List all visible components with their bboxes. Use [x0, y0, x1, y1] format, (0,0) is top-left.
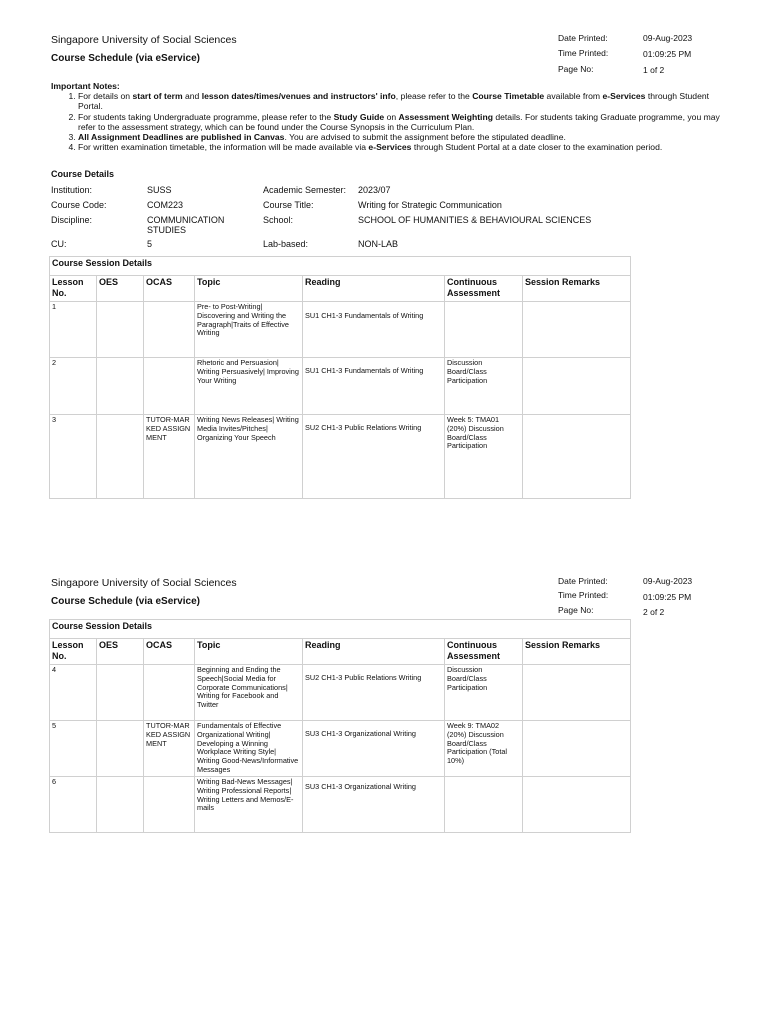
col-header-assessment: Continuous Assessment	[445, 276, 523, 302]
time-printed-label: Time Printed:	[558, 590, 609, 600]
assessment-cell	[445, 302, 523, 358]
course-code-label: Course Code:	[51, 200, 107, 210]
oes-cell	[97, 415, 144, 499]
lesson-no: 5	[50, 721, 97, 777]
col-header-ocas: OCAS	[144, 639, 195, 665]
page-number-label: Page No:	[558, 64, 594, 74]
col-header-reading: Reading	[303, 639, 445, 665]
page-number-value: 2 of 2	[643, 607, 665, 617]
table-row	[50, 302, 631, 358]
col-header-oes: OES	[97, 639, 144, 665]
col-header-topic: Topic	[195, 639, 303, 665]
semester-label: Academic Semester:	[263, 185, 347, 195]
col-header-reading: Reading	[303, 276, 445, 302]
course-title-label: Course Title:	[263, 200, 314, 210]
assessment-cell	[445, 777, 523, 833]
col-header-lesson: Lesson No.	[50, 639, 97, 665]
lab-value: NON-LAB	[358, 239, 399, 249]
col-header-assessment: Continuous Assessment	[445, 639, 523, 665]
session-table-page-2	[49, 619, 631, 833]
table-row	[50, 721, 631, 777]
document-title-page-2: Course Schedule (via eService)	[51, 596, 200, 607]
cu-label: CU:	[51, 239, 67, 249]
ocas-cell	[144, 665, 195, 721]
institution-value: SUSS	[147, 185, 172, 195]
ocas-cell: TUTOR-MARKED ASSIGNMENT	[144, 721, 195, 777]
page-number-label: Page No:	[558, 605, 594, 615]
time-printed-label: Time Printed:	[558, 48, 609, 58]
col-header-topic: Topic	[195, 276, 303, 302]
lesson-no: 6	[50, 777, 97, 833]
assessment-cell: Discussion Board/Class Participation	[445, 665, 523, 721]
reading-cell: SU1 CH1-3 Fundamentals of Writing	[303, 302, 445, 358]
important-notes	[51, 81, 731, 152]
note-1: 1. For details on start of term and lesson dates/times/venues and instructors' info, please refer to the Course Timetable available from e-Services through Student Portal.	[78, 91, 731, 111]
table-row	[50, 358, 631, 415]
university-name-page-2: Singapore University of Social Sciences	[51, 577, 237, 589]
university-name: Singapore University of Social Sciences	[51, 34, 237, 46]
assessment-cell: Discussion Board/Class Participation	[445, 358, 523, 415]
school-value: SCHOOL OF HUMANITIES & BEHAVIOURAL SCIENCES	[358, 215, 592, 225]
session-table-caption: Course Session Details	[50, 257, 631, 276]
topic-cell: Rhetoric and Persuasion| Writing Persuasively| Improving Your Writing	[195, 358, 303, 415]
topic-cell: Writing News Releases| Writing Media Invites/Pitches| Organizing Your Speech	[195, 415, 303, 499]
reading-cell: SU3 CH1-3 Organizational Writing	[303, 721, 445, 777]
topic-cell: Writing Bad-News Messages| Writing Professional Reports| Writing Letters and Memos/E-mails	[195, 777, 303, 833]
note-2: 2. For students taking Undergraduate programme, please refer to the Study Guide on Assessment Weighting details. For students taking Graduate programme, you may refer to the assessment strategy, which can be found under the Course Synopsis in the Curriculum Plan.	[78, 112, 731, 132]
table-header-row	[50, 276, 631, 302]
oes-cell	[97, 302, 144, 358]
reading-cell: SU1 CH1-3 Fundamentals of Writing	[303, 358, 445, 415]
oes-cell	[97, 777, 144, 833]
remarks-cell	[523, 665, 631, 721]
lesson-no: 3	[50, 415, 97, 499]
col-header-ocas: OCAS	[144, 276, 195, 302]
table-row	[50, 777, 631, 833]
date-printed-value: 09-Aug-2023	[643, 33, 693, 43]
topic-cell: Fundamentals of Effective Organizational Writing| Developing a Winning Workplace Writing Style| Writing Good-News/Informative Messages	[195, 721, 303, 777]
col-header-remarks: Session Remarks	[523, 639, 631, 665]
remarks-cell	[523, 358, 631, 415]
note-3: 3. All Assignment Deadlines are published in Canvas. You are advised to submit the assignment before the stipulated deadline.	[78, 132, 731, 142]
note-4: 4. For written examination timetable, the information will be made available via e-Services through Student Portal at a date closer to the examination period.	[78, 142, 731, 152]
remarks-cell	[523, 721, 631, 777]
time-printed-value: 01:09:25 PM	[643, 49, 692, 59]
page-number-value: 1 of 2	[643, 65, 665, 75]
discipline-value: COMMUNICATION STUDIES	[147, 215, 225, 235]
col-header-oes: OES	[97, 276, 144, 302]
reading-cell: SU3 CH1-3 Organizational Writing	[303, 777, 445, 833]
ocas-cell: TUTOR-MARKED ASSIGNMENT	[144, 415, 195, 499]
assessment-cell: Week 5: TMA01 (20%) Discussion Board/Class Participation	[445, 415, 523, 499]
ocas-cell	[144, 302, 195, 358]
oes-cell	[97, 358, 144, 415]
remarks-cell	[523, 415, 631, 499]
col-header-lesson: Lesson No.	[50, 276, 97, 302]
lesson-no: 2	[50, 358, 97, 415]
table-header-row	[50, 639, 631, 665]
cu-value: 5	[147, 239, 153, 249]
course-details-heading: Course Details	[51, 169, 115, 179]
remarks-cell	[523, 302, 631, 358]
session-table-caption: Course Session Details	[50, 620, 631, 639]
table-row	[50, 415, 631, 499]
remarks-cell	[523, 777, 631, 833]
session-table-page-1	[49, 256, 631, 499]
lab-label: Lab-based:	[263, 239, 309, 249]
notes-heading: Important Notes:	[51, 81, 120, 91]
topic-cell: Beginning and Ending the Speech|Social Media for Corporate Communications| Writing for Facebook and Twitter	[195, 665, 303, 721]
course-code-value: COM223	[147, 200, 184, 210]
semester-value: 2023/07	[358, 185, 391, 195]
reading-cell: SU2 CH1-3 Public Relations Writing	[303, 415, 445, 499]
ocas-cell	[144, 777, 195, 833]
course-title-value: Writing for Strategic Communication	[358, 200, 502, 210]
col-header-remarks: Session Remarks	[523, 276, 631, 302]
date-printed-value: 09-Aug-2023	[643, 576, 693, 586]
discipline-label: Discipline:	[51, 215, 93, 225]
date-printed-label: Date Printed:	[558, 33, 608, 43]
oes-cell	[97, 665, 144, 721]
time-printed-value: 01:09:25 PM	[643, 592, 692, 602]
lesson-no: 1	[50, 302, 97, 358]
topic-cell: Pre- to Post-Writing| Discovering and Writing the Paragraph|Traits of Effective Writing	[195, 302, 303, 358]
oes-cell	[97, 721, 144, 777]
date-printed-label: Date Printed:	[558, 576, 608, 586]
document-title: Course Schedule (via eService)	[51, 53, 200, 64]
institution-label: Institution:	[51, 185, 93, 195]
reading-cell: SU2 CH1-3 Public Relations Writing	[303, 665, 445, 721]
school-label: School:	[263, 215, 294, 225]
table-row	[50, 665, 631, 721]
assessment-cell: Week 9: TMA02 (20%) Discussion Board/Class Participation (Total 10%)	[445, 721, 523, 777]
ocas-cell	[144, 358, 195, 415]
lesson-no: 4	[50, 665, 97, 721]
